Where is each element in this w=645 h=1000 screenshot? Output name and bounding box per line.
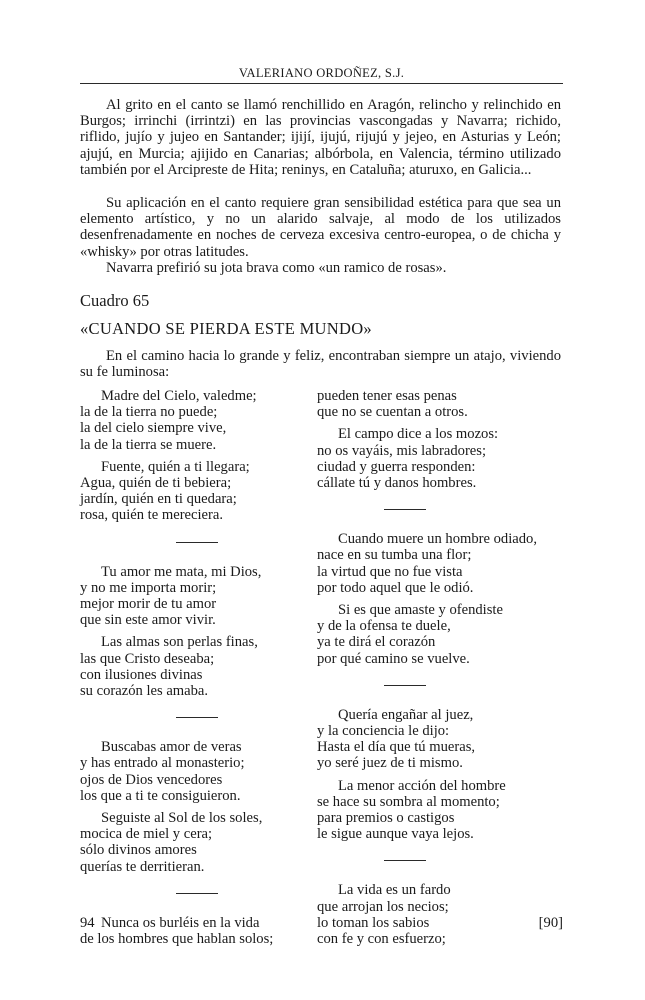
section-label: Cuadro 65 <box>80 291 150 310</box>
stanza <box>317 602 557 667</box>
verse-line: Tu amor me mata, mi Dios, <box>101 563 262 580</box>
verse-line: El campo dice a los mozos: <box>338 426 499 443</box>
stanza <box>317 426 557 491</box>
paragraph-text: Navarra prefirió su jota brava como «un ramico de rosas». <box>106 260 447 276</box>
verse-line: sólo divinos amores <box>80 842 197 859</box>
verse-line: lo toman los sabios <box>317 914 430 931</box>
divider-rule <box>384 860 426 861</box>
verse-line: ya te dirá el corazón <box>317 634 436 651</box>
verse-line: Las almas son perlas finas, <box>101 634 258 651</box>
verse-line: Seguiste al Sol de los soles, <box>101 810 263 827</box>
stanza <box>80 459 320 524</box>
verse-line: cállate tú y danos hombres. <box>317 475 477 492</box>
divider-rule <box>176 717 218 718</box>
verse-line: nace en su tumba una flor; <box>317 547 472 564</box>
stanza-divider <box>317 497 557 531</box>
verse-line: Hasta el día que tú mueras, <box>317 739 476 756</box>
paragraph-text: Su aplicación en el canto requiere gran sensibilidad estética para que sea un elemento artístico, y no un alarido salvaje, al modo de los utilizados desenfrenadamente en noches de cerveza excesiva centro-europea, o de chicha y «whisky» por otras latitudes. <box>80 195 561 260</box>
verse-line: la del cielo siempre vive, <box>80 420 227 437</box>
stanza <box>80 810 320 875</box>
running-head: VALERIANO ORDOÑEZ, S.J. <box>238 66 405 80</box>
verse-line: yo seré juez de ti mismo. <box>317 755 463 772</box>
page-number: 94 <box>80 915 95 931</box>
intro-text: En el camino hacia lo grande y feliz, encontraban siempre un atajo, viviendo su fe luminosa: <box>80 348 561 381</box>
poem-column-left <box>80 388 320 953</box>
verse-line: que no se cuentan a otros. <box>317 404 468 421</box>
verse-line: la virtud que no fue vista <box>317 563 463 580</box>
verse-line: y de la ofensa te duele, <box>317 618 451 635</box>
section-title: «CUANDO SE PIERDA ESTE MUNDO» <box>80 319 372 338</box>
stanza-divider <box>80 881 320 915</box>
stanza <box>317 388 557 420</box>
stanza <box>80 388 320 453</box>
divider-rule <box>176 542 218 543</box>
verse-line: para premios o castigos <box>317 810 455 827</box>
verse-line: las que Cristo deseaba; <box>80 650 215 667</box>
header-rule <box>80 83 563 84</box>
verse-line: mocica de miel y cera; <box>80 826 213 843</box>
stanza-divider <box>80 530 320 564</box>
divider-rule <box>384 685 426 686</box>
stanza-divider <box>317 673 557 707</box>
poem-column-right <box>317 388 557 953</box>
divider-rule <box>384 509 426 510</box>
verse-line: Fuente, quién a ti llegara; <box>101 458 250 475</box>
stanza <box>317 531 557 596</box>
stanza <box>80 564 320 629</box>
verse-line: que arrojan los necios; <box>317 898 449 915</box>
verse-line: que sin este amor vivir. <box>80 612 216 629</box>
stanza <box>80 739 320 804</box>
verse-line: por qué camino se vuelve. <box>317 650 470 667</box>
verse-line: con fe y con esfuerzo; <box>317 931 446 948</box>
verse-line: Buscabas amor de veras <box>101 739 242 756</box>
verse-line: le sigue aunque vaya lejos. <box>317 826 474 843</box>
verse-line: La vida es un fardo <box>338 882 451 899</box>
verse-line: la de la tierra no puede; <box>80 404 218 421</box>
verse-line: Nunca os burléis en la vida <box>101 914 260 931</box>
verse-line: Agua, quién de ti bebiera; <box>80 475 232 492</box>
verse-line: Si es que amaste y ofendiste <box>338 602 503 619</box>
stanza-divider <box>80 705 320 739</box>
paragraph-3 <box>80 260 561 276</box>
verse-line: ojos de Dios vencedores <box>80 771 223 788</box>
verse-line: su corazón les amaba. <box>80 683 209 700</box>
verse-line: Cuando muere un hombre odiado, <box>338 531 537 548</box>
divider-rule <box>176 893 218 894</box>
verse-line: querías te derritieran. <box>80 858 205 875</box>
stanza <box>80 915 320 947</box>
verse-line: de los hombres que hablan solos; <box>80 931 274 948</box>
verse-line: y no me importa morir; <box>80 579 217 596</box>
stanza <box>80 634 320 699</box>
verse-line: no os vayáis, mis labradores; <box>317 442 487 459</box>
stanza <box>317 707 557 772</box>
stanza <box>317 778 557 843</box>
original-page-number: [90] <box>538 915 563 931</box>
verse-line: ciudad y guerra responden: <box>317 458 476 475</box>
verse-line: con ilusiones divinas <box>80 666 203 683</box>
verse-line: los que a ti te consiguieron. <box>80 787 241 804</box>
paragraph-text: Al grito en el canto se llamó renchillido en Aragón, relincho y relinchido en Burgos; irrinchi (irrintzi) en las provincias vascongadas y Navarra; richido, riflido, jujío y jujeo en Santander; ijijí, ijujú, rijujú y jejeo, en Asturias y León; ajujú, en Murcia; ajijido en Canarias; albórbola, en Valencia, término utilizado también por el Arcipreste de Hita; reninys, en Cataluña; aturuxo, en Galicia... <box>80 97 561 178</box>
verse-line: y has entrado al monasterio; <box>80 755 245 772</box>
verse-line: Madre del Cielo, valedme; <box>101 388 257 404</box>
verse-line: mejor morir de tu amor <box>80 596 217 613</box>
section-intro <box>80 348 561 380</box>
stanza-divider <box>317 848 557 882</box>
paragraph-1 <box>80 97 561 178</box>
verse-line: pueden tener esas penas <box>317 388 457 404</box>
paragraph-2 <box>80 195 561 260</box>
verse-line: la de la tierra se muere. <box>80 436 217 453</box>
verse-line: rosa, quién te mereciera. <box>80 507 224 524</box>
verse-line: se hace su sombra al momento; <box>317 793 500 810</box>
verse-line: y la conciencia le dijo: <box>317 723 450 740</box>
verse-line: Quería engañar al juez, <box>338 706 474 723</box>
verse-line: La menor acción del hombre <box>338 777 506 794</box>
verse-line: jardín, quién en ti quedara; <box>80 491 237 508</box>
verse-line: por todo aquel que le odió. <box>317 579 474 596</box>
